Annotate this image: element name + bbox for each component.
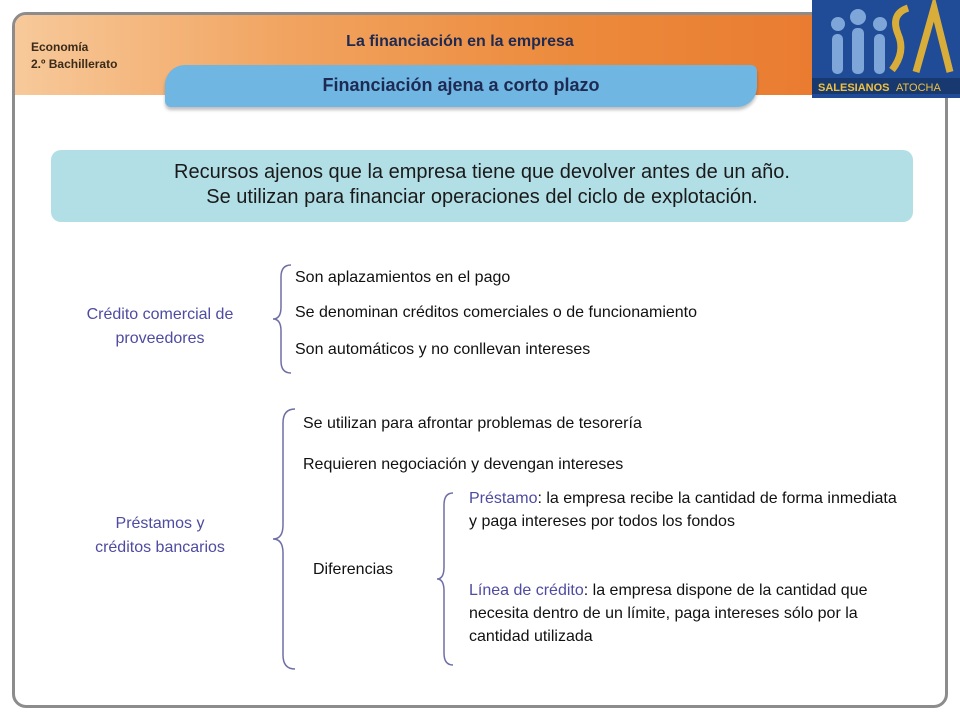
prestamos-label-line-1: Préstamos y [115, 515, 205, 532]
diferencias-label: Diferencias [313, 561, 394, 578]
prestamos-label [55, 512, 265, 560]
credito-item-2: Se denominan créditos comerciales o de funcionamiento [295, 304, 698, 321]
prestamos-item-1: Se utilizan para afrontar problemas de tesorería [303, 415, 642, 432]
intro-line-1: Recursos ajenos que la empresa tiene que devolver antes de un año. [174, 161, 790, 183]
section-title: Financiación ajena a corto plazo [165, 65, 757, 107]
linea-credito-definition [469, 579, 899, 648]
salesianos-logo [812, 0, 960, 98]
subject-line-2: 2.º Bachillerato [31, 57, 118, 71]
logo-text-bold: SALESIANOS [818, 82, 890, 94]
prestamos-label-line-2: créditos bancarios [95, 539, 225, 556]
page-title: La financiación en la empresa [346, 33, 574, 50]
intro-line-2: Se utilizan para financiar operaciones del ciclo de explotación. [206, 186, 758, 208]
credito-item-1: Son aplazamientos en el pago [295, 269, 511, 286]
prestamo-definition [469, 487, 899, 533]
prestamos-brace [271, 407, 297, 673]
prestamo-term: Préstamo [469, 490, 538, 507]
logo-figures-icon [812, 0, 960, 98]
linea-credito-term: Línea de crédito [469, 582, 584, 599]
diferencias-brace [435, 491, 455, 669]
prestamo-desc: : la empresa recibe la cantidad de forma inmediata y paga intereses por todos los fondos [469, 490, 897, 530]
prestamos-item-2: Requieren negociación y devengan intereses [303, 456, 624, 473]
credito-label-line-1: Crédito comercial de [86, 306, 234, 323]
slide-frame [12, 12, 948, 708]
credito-comercial-label [55, 303, 265, 351]
intro-box [51, 150, 913, 222]
credito-item-3: Son automáticos y no conllevan intereses [295, 341, 591, 358]
credito-label-line-2: proveedores [115, 330, 205, 347]
credito-brace [271, 263, 293, 375]
linea-credito-desc: : la empresa dispone de la cantidad que necesita dentro de un límite, paga intereses sólo por la cantidad utilizada [469, 582, 868, 645]
subject-label [31, 39, 117, 73]
logo-text-light: ATOCHA [896, 82, 941, 94]
subject-line-1: Economía [31, 40, 89, 54]
